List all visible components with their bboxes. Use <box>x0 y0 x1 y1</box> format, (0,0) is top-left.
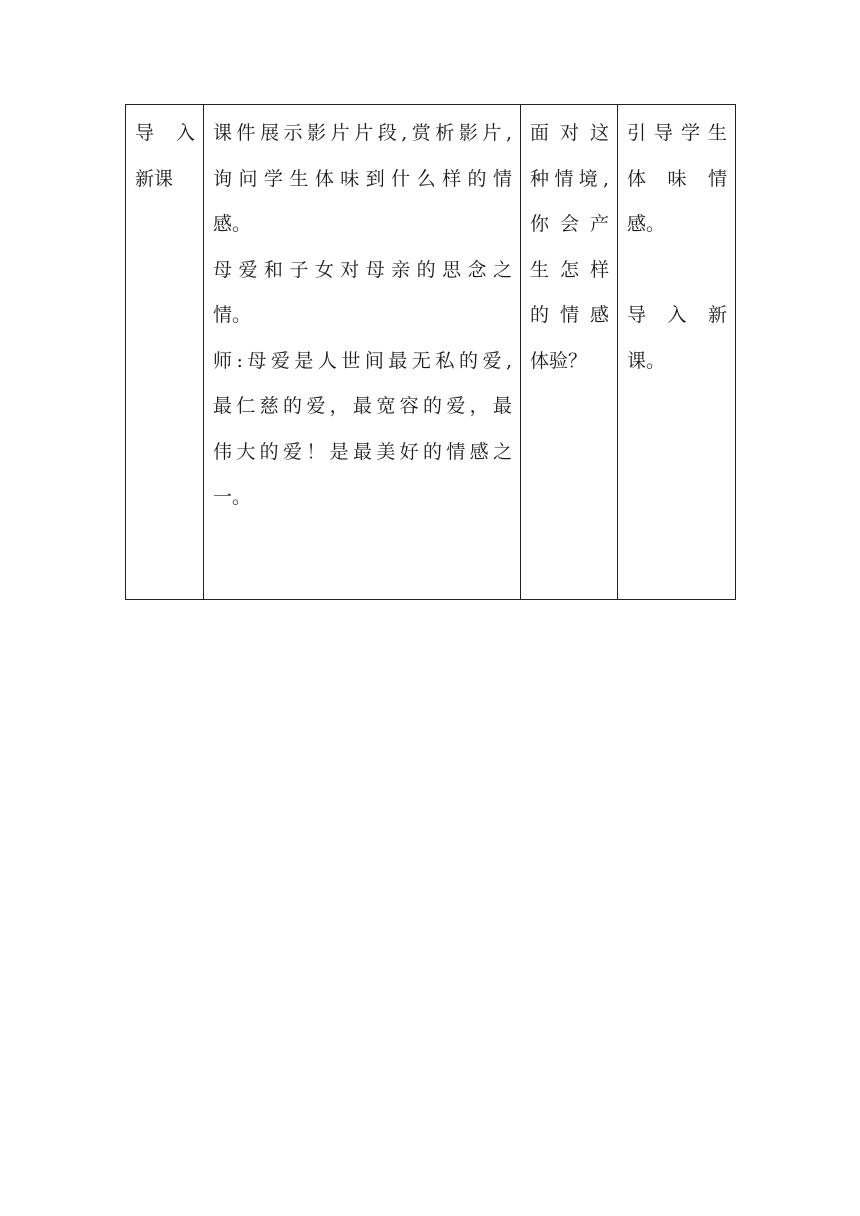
design-intent-line: 感。 <box>627 213 666 235</box>
design-intent-line: 引导学生 <box>627 122 727 144</box>
lesson-plan-table <box>125 104 736 600</box>
teacher-activity-line: 感。 <box>213 213 252 235</box>
design-intent-line: 体 味 情 <box>627 167 727 190</box>
teacher-activity-line: 一。 <box>213 486 252 508</box>
table-row <box>126 105 736 600</box>
student-activity-line: 面 对 这 <box>530 122 609 144</box>
teacher-activity-line: 情。 <box>213 304 252 326</box>
teacher-activity-line: 师:母爱是人世间最无私的爱, <box>213 349 512 372</box>
teacher-activity-line: 母爱和子女对母亲的思念之 <box>213 258 512 281</box>
design-intent-cell <box>618 105 736 600</box>
design-intent-line: 导 入 新 <box>627 304 727 326</box>
teacher-activity-line: 课件展示影片片段,赏析影片, <box>213 122 512 144</box>
student-activity-line: 生 怎 样 <box>530 258 609 281</box>
student-activity-line: 种情境, <box>530 167 609 190</box>
student-activity-cell <box>521 105 618 600</box>
stage-line: 导 入 <box>135 122 195 144</box>
student-activity-line: 你 会 产 <box>530 213 609 235</box>
stage-cell <box>126 105 204 600</box>
teacher-activity-line: 最仁慈的爱，最宽容的爱，最 <box>213 395 512 417</box>
teacher-activity-line: 询问学生体味到什么样的情 <box>213 167 512 190</box>
teacher-activity-cell <box>204 105 521 600</box>
spacer <box>627 248 727 294</box>
student-activity-line: 体验？ <box>530 349 588 372</box>
design-intent-line: 课。 <box>627 349 666 372</box>
student-activity-line: 的 情 感 <box>530 304 609 326</box>
stage-line: 新课 <box>135 167 174 190</box>
teacher-activity-line: 伟大的爱！是最美好的情感之 <box>213 440 512 463</box>
